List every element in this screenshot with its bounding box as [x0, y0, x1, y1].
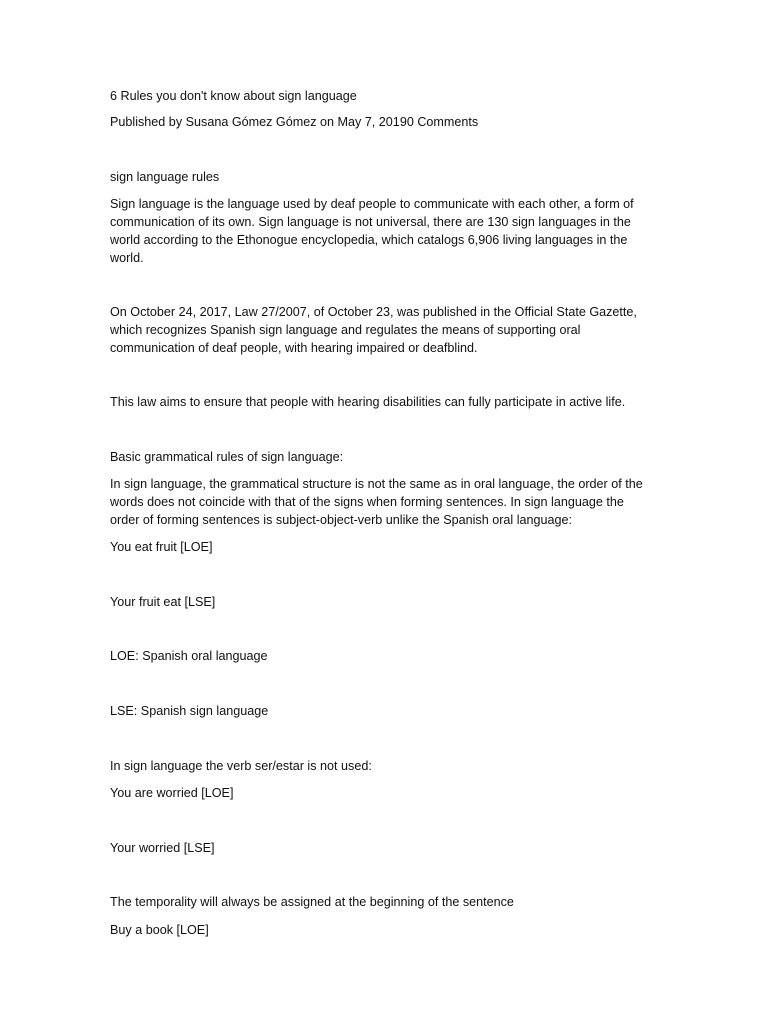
- section-heading-sign-language-rules: sign language rules: [110, 170, 220, 184]
- paragraph-grammar: In sign language, the grammatical structure is not the same as in oral language, the order of the words does not coincide with that of the signs when forming sentences. In sign language the order of forming sentences is subject-object-verb unlike the Spanish oral language:: [110, 477, 643, 527]
- rule-ser-estar: In sign language the verb ser/estar is not used:: [110, 759, 372, 773]
- section-heading-grammar: Basic grammatical rules of sign language:: [110, 450, 344, 464]
- definition-lse: LSE: Spanish sign language: [110, 704, 269, 718]
- definition-loe: LOE: Spanish oral language: [110, 649, 268, 663]
- paragraph-law-aim: This law aims to ensure that people with hearing disabilities can fully participate in active life.: [110, 395, 626, 409]
- rule-temporality: The temporality will always be assigned at the beginning of the sentence: [110, 895, 514, 909]
- example-loe-2: You are worried [LOE]: [110, 786, 234, 800]
- document-byline: Published by Susana Gómez Gómez on May 7, 20190 Comments: [110, 115, 479, 129]
- example-loe-1: You eat fruit [LOE]: [110, 540, 213, 554]
- paragraph-intro: Sign language is the language used by deaf people to communicate with each other, a form of communication of its own. Sign language is not universal, there are 130 sign languages in the world according to the Ethonogue encyclopedia, which catalogs 6,906 living languages in the world.: [110, 197, 634, 265]
- document-title: 6 Rules you don't know about sign language: [110, 89, 357, 103]
- example-loe-3: Buy a book [LOE]: [110, 923, 209, 937]
- example-lse-1: Your fruit eat [LSE]: [110, 595, 216, 609]
- example-lse-2: Your worried [LSE]: [110, 841, 215, 855]
- paragraph-law: On October 24, 2017, Law 27/2007, of October 23, was published in the Official State Gazette, which recognizes Spanish sign language and regulates the means of supporting oral communication of deaf people, with hearing impaired or deafblind.: [110, 305, 637, 355]
